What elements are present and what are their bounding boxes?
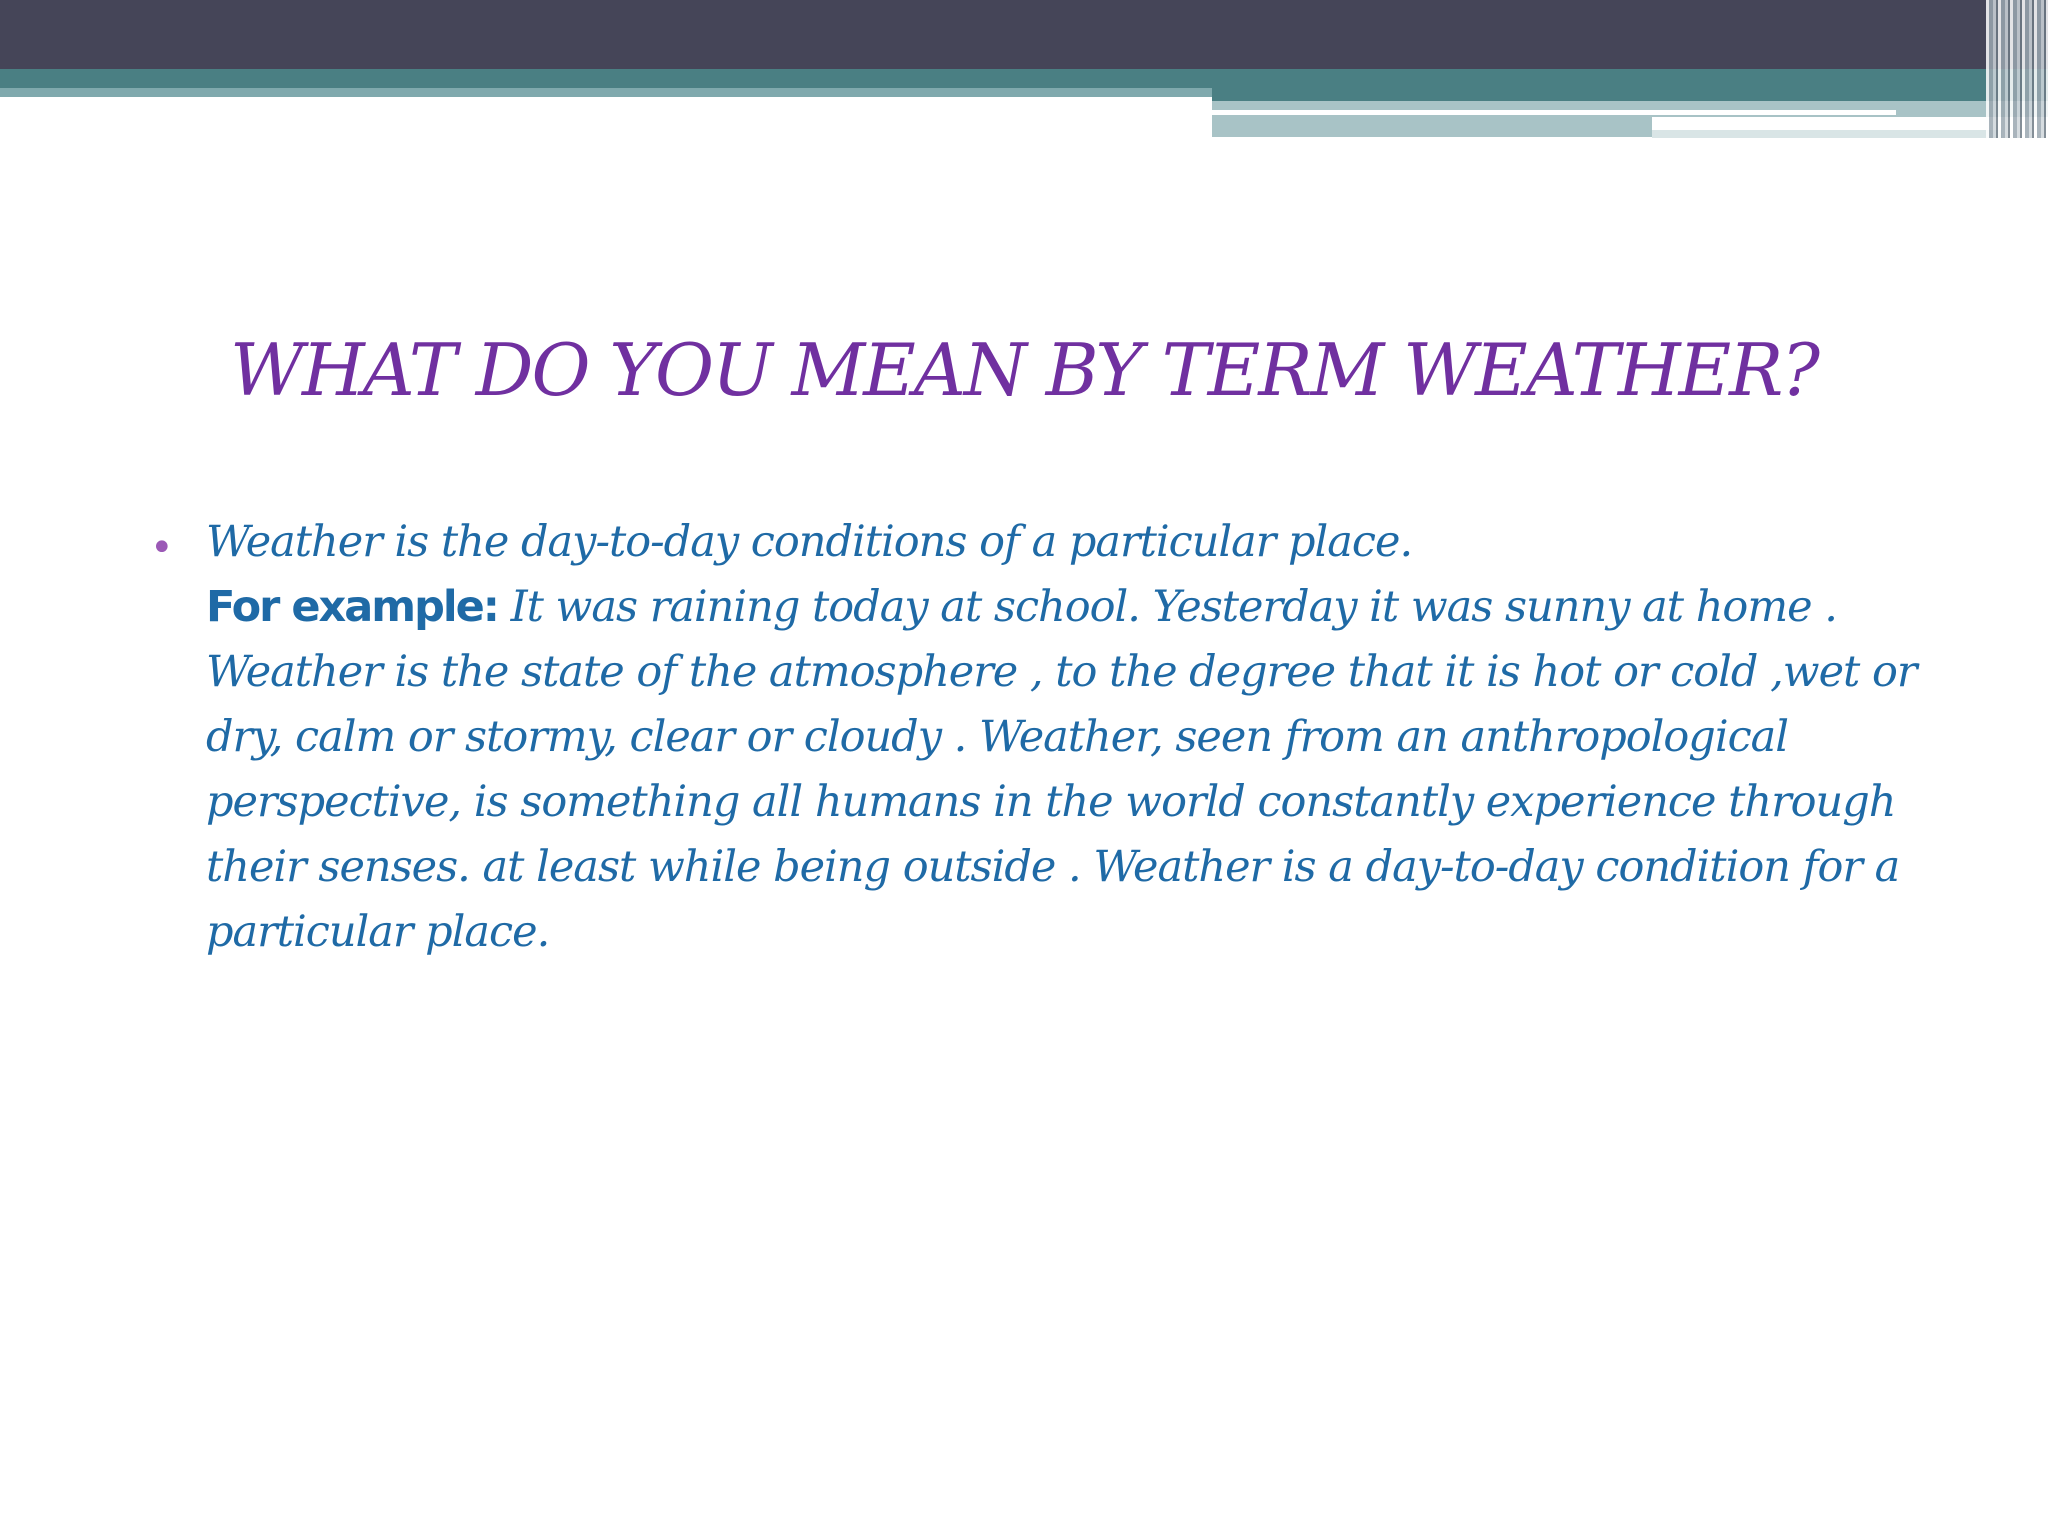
body-line-example bbox=[206, 575, 1920, 640]
bullet-text bbox=[206, 510, 1920, 965]
body-line: Weather is the state of the atmosphere , to the degree that it is hot or cold ,wet or bbox=[206, 647, 1917, 697]
header-band-right-accent bbox=[1212, 91, 2048, 101]
header-band-right-line bbox=[1212, 110, 1896, 115]
example-text: It was raining today at school. Yesterday it was sunny at home . bbox=[497, 582, 1837, 632]
body-line: particular place. bbox=[206, 907, 550, 957]
header-band-right-lower bbox=[1212, 117, 1652, 137]
slide-title: WHAT DO YOU MEAN BY TERM WEATHER? bbox=[230, 328, 1818, 412]
body-line: their senses. at least while being outside . Weather is a day-to-day condition for a bbox=[206, 842, 1900, 892]
body-line: dry, calm or stormy, clear or cloudy . Weather, seen from an anthropological bbox=[206, 712, 1789, 762]
header-band-dark bbox=[0, 0, 2048, 69]
body-line: Weather is the day-to-day conditions of a particular place. bbox=[206, 517, 1413, 567]
example-label: For example: bbox=[206, 582, 498, 632]
body-line: perspective, is something all humans in the world constantly experience through bbox=[206, 777, 1896, 827]
header-band-right-fade bbox=[1652, 130, 2002, 138]
bullet-icon: • bbox=[150, 525, 174, 571]
header-edge-stripes bbox=[1986, 0, 2048, 138]
header-band-teal-light bbox=[0, 88, 1212, 97]
